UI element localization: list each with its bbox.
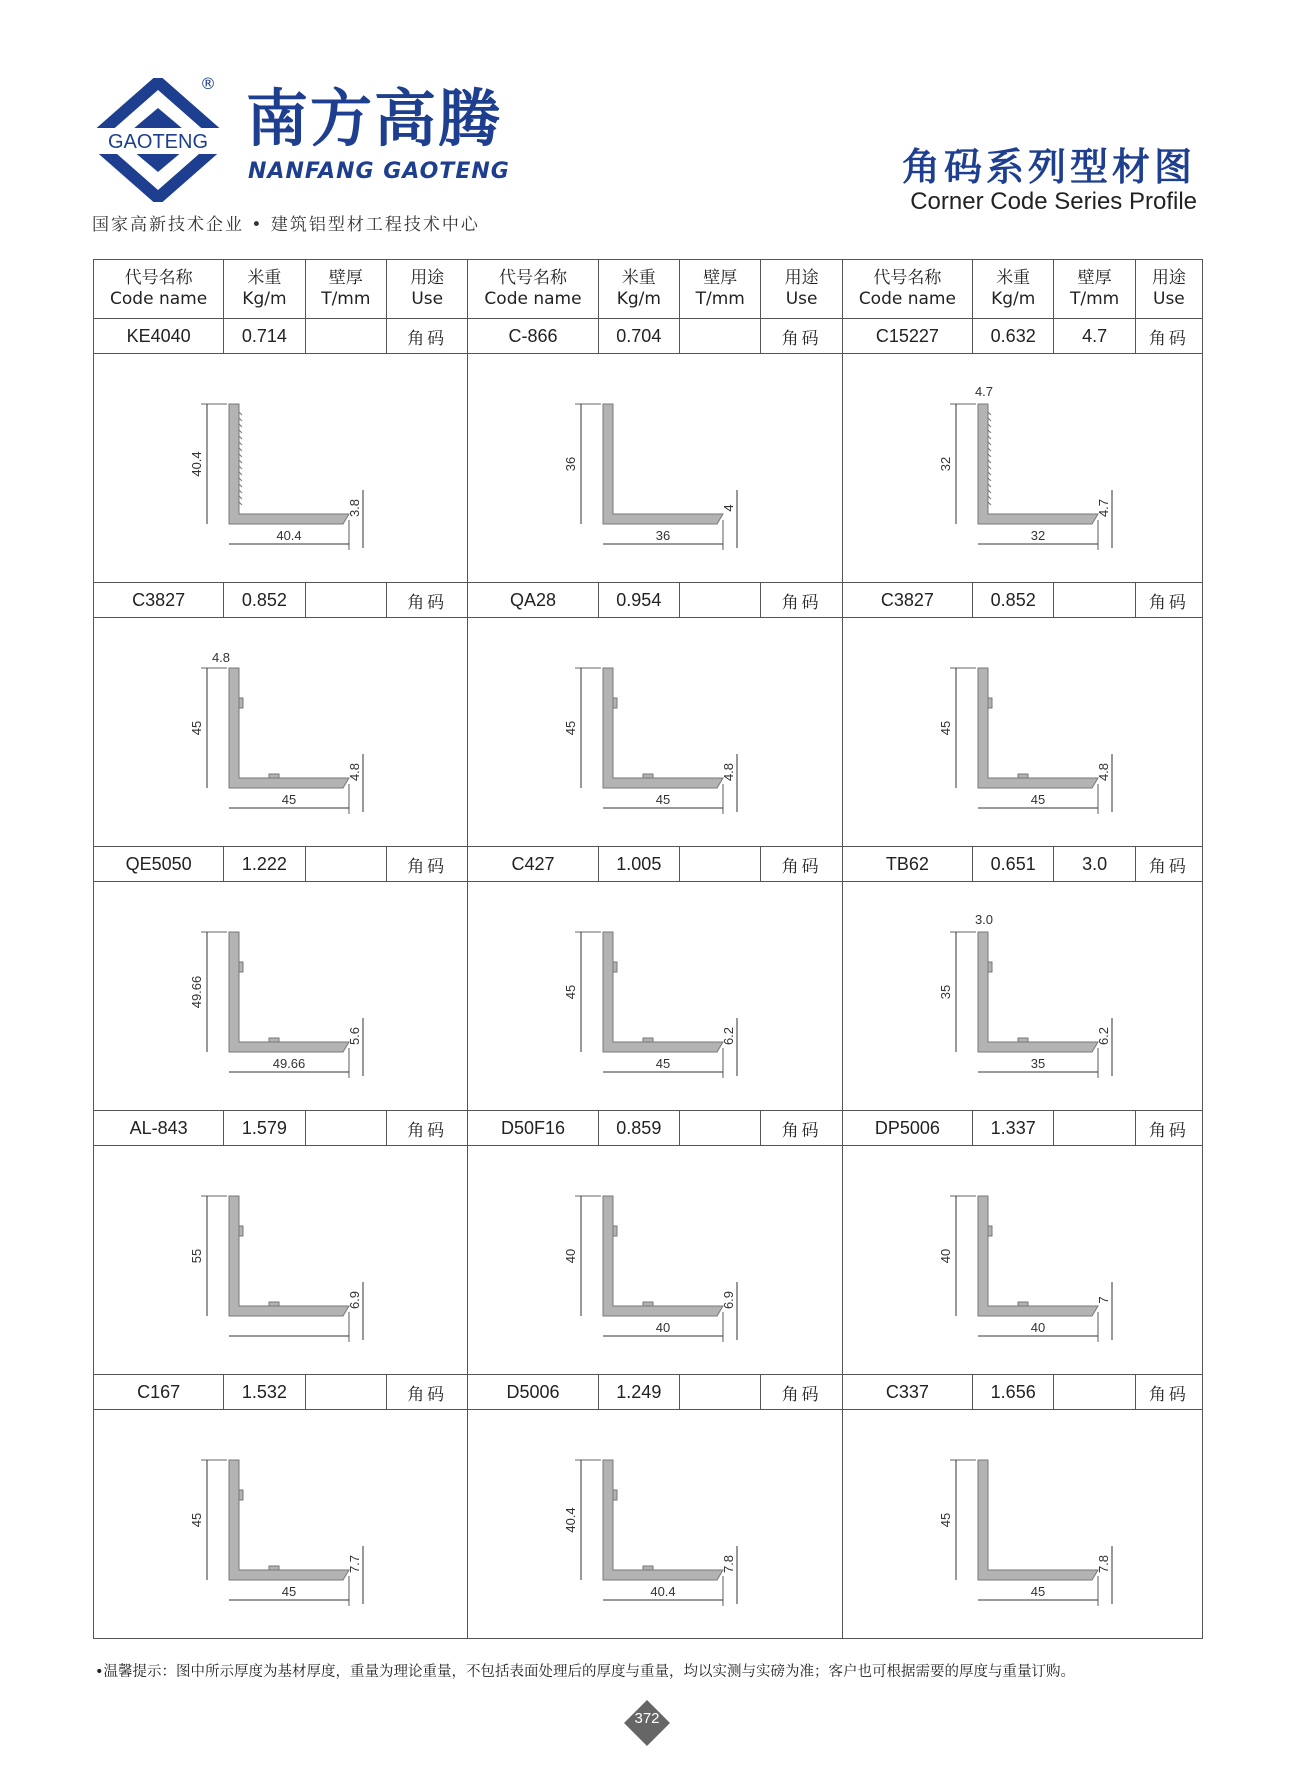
column-header-cn: 代号名称 [873, 268, 942, 288]
column-header [94, 260, 224, 319]
groove-mark [613, 962, 617, 972]
profile-drawing-cell [94, 882, 468, 1111]
width-dimension-label: 40.4 [650, 1584, 677, 1599]
brand-name-en: NANFANG GAOTENG [248, 159, 510, 184]
thickness-cell [305, 583, 386, 618]
grooved-angle-profile [468, 1146, 836, 1374]
grooved-angle-profile [468, 618, 836, 846]
thickness-cell: 3.0 [1054, 847, 1135, 882]
grooved-angle-profile [843, 1146, 1211, 1374]
groove-mark [613, 1226, 617, 1236]
use-cell: 角码 [387, 1375, 468, 1410]
column-header-en: Kg/m [616, 289, 661, 309]
height-dimension-label: 40 [563, 1248, 579, 1264]
width-dimension-label: 45 [281, 1584, 297, 1599]
wall-dimension-label: 7 [1095, 1296, 1111, 1304]
column-header [1054, 260, 1135, 319]
column-header [468, 260, 598, 319]
profile-drawing-cell [842, 1146, 1202, 1375]
weight-cell: 0.852 [224, 583, 305, 618]
angle-profile-shape [603, 1460, 723, 1580]
wall-dimension-label: 4.8 [347, 762, 362, 782]
thickness-cell [680, 319, 761, 354]
angle-profile-shape [229, 1460, 349, 1580]
use-cell: 角码 [761, 847, 842, 882]
groove-mark [269, 1038, 279, 1042]
width-dimension-label: 45 [656, 1056, 671, 1071]
column-header-cn: 米重 [996, 268, 1031, 288]
groove-mark [988, 1226, 992, 1236]
company-tagline: 国家高新技术企业 • 建筑铝型材工程技术中心 [92, 215, 480, 235]
column-header-cn: 代号名称 [124, 268, 193, 288]
column-header-en: Use [411, 289, 444, 309]
drawing-row [94, 618, 1203, 847]
groove-mark [643, 1566, 653, 1570]
profile-drawing-cell [94, 354, 468, 583]
groove-mark [643, 1038, 653, 1042]
width-dimension-label: 40.4 [276, 528, 302, 543]
use-cell: 角码 [1135, 847, 1202, 882]
thickness-cell [305, 847, 386, 882]
column-header-cn: 壁厚 [1077, 268, 1112, 288]
weight-cell: 1.222 [224, 847, 305, 882]
use-cell: 角码 [387, 847, 468, 882]
serrated-angle-profile [843, 354, 1211, 582]
angle-profile-shape [978, 932, 1098, 1052]
profile-drawing-cell [94, 618, 468, 847]
wall-dimension-label: 4.8 [1095, 762, 1111, 782]
use-cell: 角码 [761, 319, 842, 354]
angle-profile-shape [229, 932, 349, 1052]
profile-drawing-cell [842, 354, 1202, 583]
angle-profile-shape [978, 1196, 1098, 1316]
groove-mark [269, 774, 279, 778]
thickness-cell [1054, 1111, 1135, 1146]
column-header [973, 260, 1054, 319]
groove-mark [613, 698, 617, 708]
column-header-en: T/mm [695, 289, 745, 309]
height-dimension-label: 45 [189, 720, 204, 736]
wall-dimension-label: 4.7 [1095, 498, 1111, 518]
gaoteng-logo-icon [88, 78, 228, 202]
groove-mark [239, 962, 243, 972]
width-dimension-label: 35 [1030, 1056, 1046, 1071]
groove-mark [269, 1302, 279, 1306]
page-header [0, 0, 1300, 250]
use-cell: 角码 [761, 583, 842, 618]
thickness-cell [680, 1111, 761, 1146]
height-dimension-label: 45 [937, 720, 953, 736]
table-row [94, 319, 1203, 354]
column-header [224, 260, 305, 319]
drawing-row [94, 1410, 1203, 1639]
page-title-cn: 角码系列型材图 [901, 145, 1196, 189]
wall-dimension-label: 6.9 [721, 1290, 737, 1310]
column-header [387, 260, 468, 319]
column-header-cn: 米重 [247, 268, 282, 288]
thickness-dimension-label: 4.7 [974, 384, 993, 399]
column-header-cn: 用途 [410, 268, 445, 288]
weight-cell: 0.714 [224, 319, 305, 354]
table-row [94, 1375, 1203, 1410]
wall-dimension-label: 7.7 [347, 1554, 362, 1574]
weight-cell: 0.704 [598, 319, 679, 354]
height-dimension-label: 49.66 [189, 975, 204, 1009]
profile-drawing-cell [842, 1410, 1202, 1639]
brand-name-cn: 南方高腾 [246, 82, 503, 155]
use-cell: 角码 [387, 1111, 468, 1146]
width-dimension-label: 49.66 [272, 1056, 306, 1071]
groove-mark [643, 774, 653, 778]
grooved-angle-profile [843, 618, 1211, 846]
column-header-cn: 用途 [1151, 268, 1186, 288]
drawing-row [94, 354, 1203, 583]
height-dimension-label: 45 [563, 720, 579, 736]
groove-mark [613, 1490, 617, 1500]
wall-dimension-label: 6.2 [1095, 1026, 1111, 1046]
height-dimension-label: 40 [937, 1248, 953, 1264]
use-cell: 角码 [1135, 319, 1202, 354]
profile-drawing-cell [468, 354, 842, 583]
height-dimension-label: 45 [937, 1512, 953, 1528]
groove-mark [239, 1490, 243, 1500]
profile-drawing-cell [94, 1410, 468, 1639]
thickness-dimension-label: 3.0 [974, 912, 993, 927]
page-title-en: Corner Code Series Profile [910, 188, 1197, 215]
code-cell: C3827 [842, 583, 972, 618]
plain-angle-profile [843, 1410, 1211, 1638]
column-header [842, 260, 972, 319]
weight-cell: 0.859 [598, 1111, 679, 1146]
code-cell: C-866 [468, 319, 598, 354]
column-header [598, 260, 679, 319]
angle-profile-shape [603, 932, 723, 1052]
thickness-cell [305, 1111, 386, 1146]
height-dimension-label: 36 [563, 456, 579, 472]
width-dimension-label: 45 [281, 792, 297, 807]
thickness-cell [305, 1375, 386, 1410]
wall-dimension-label: 4.8 [721, 762, 737, 782]
wall-dimension-label: 4 [721, 504, 737, 512]
use-cell: 角码 [387, 319, 468, 354]
use-cell: 角码 [1135, 1111, 1202, 1146]
registered-mark: ® [200, 74, 216, 93]
thickness-cell: 4.7 [1054, 319, 1135, 354]
slotted-angle-profile [94, 1146, 462, 1374]
profile-drawing-cell [842, 882, 1202, 1111]
profile-drawing-cell [468, 1410, 842, 1639]
page-number: 372 [634, 1710, 660, 1727]
height-dimension-label: 40.4 [563, 1507, 579, 1533]
width-dimension-label: 36 [656, 528, 671, 543]
column-header-en: Code name [484, 289, 582, 309]
grooved-angle-profile [94, 882, 462, 1110]
column-header-en: Kg/m [991, 289, 1036, 309]
angle-profile-shape [229, 668, 349, 788]
column-header-en: Kg/m [242, 289, 287, 309]
height-dimension-label: 55 [189, 1248, 204, 1264]
wall-dimension-label: 5.6 [347, 1026, 362, 1046]
use-cell: 角码 [1135, 583, 1202, 618]
wall-dimension-label: 7.8 [721, 1554, 737, 1574]
code-cell: QA28 [468, 583, 598, 618]
table-header-row [94, 260, 1203, 319]
thickness-cell [1054, 583, 1135, 618]
grooved-angle-profile [94, 618, 462, 846]
code-cell: C15227 [842, 319, 972, 354]
table-row [94, 847, 1203, 882]
column-header-en: Use [1153, 289, 1185, 309]
thickness-cell [1054, 1375, 1135, 1410]
angle-profile-shape [603, 668, 723, 788]
code-cell: C427 [468, 847, 598, 882]
weight-cell: 0.852 [973, 583, 1054, 618]
height-dimension-label: 45 [189, 1512, 204, 1528]
code-cell: D50F16 [468, 1111, 598, 1146]
weight-cell: 1.337 [973, 1111, 1054, 1146]
footnote-tip: •温馨提示：图中所示厚度为基材厚度，重量为理论重量，不包括表面处理后的厚度与重量，均以实测与实磅为准；客户也可根据需要的厚度与重量订购。 [95, 1664, 1076, 1680]
drawing-row [94, 882, 1203, 1111]
wall-dimension-label: 6.2 [721, 1026, 737, 1046]
weight-cell: 1.249 [598, 1375, 679, 1410]
column-header-cn: 米重 [621, 268, 656, 288]
width-dimension-label: 45 [656, 792, 671, 807]
thickness-cell [680, 583, 761, 618]
angle-profile-shape [229, 404, 349, 524]
groove-mark [239, 1226, 243, 1236]
thickness-cell [680, 847, 761, 882]
thickness-cell [305, 319, 386, 354]
weight-cell: 0.632 [973, 319, 1054, 354]
column-header-cn: 壁厚 [703, 268, 738, 288]
column-header [1135, 260, 1202, 319]
height-dimension-label: 40.4 [189, 451, 204, 477]
width-dimension-label: 40 [1030, 1320, 1046, 1335]
column-header-cn: 代号名称 [499, 268, 567, 288]
column-header-en: T/mm [321, 289, 371, 309]
groove-mark [988, 698, 992, 708]
profile-catalog-table [93, 259, 1203, 1639]
height-dimension-label: 45 [563, 984, 579, 1000]
height-dimension-label: 35 [937, 984, 953, 1000]
column-header-en: Code name [110, 289, 208, 309]
column-header [761, 260, 842, 319]
profile-drawing-cell [468, 882, 842, 1111]
code-cell: TB62 [842, 847, 972, 882]
groove-mark [1018, 1038, 1028, 1042]
use-cell: 角码 [387, 583, 468, 618]
groove-mark [1018, 774, 1028, 778]
height-dimension-label: 32 [937, 456, 953, 472]
angle-profile-shape [978, 404, 1098, 524]
profile-drawing-cell [94, 1146, 468, 1375]
weight-cell: 1.579 [224, 1111, 305, 1146]
profile-drawing-cell [468, 618, 842, 847]
use-cell: 角码 [761, 1111, 842, 1146]
groove-mark [988, 962, 992, 972]
angle-profile-shape [229, 1196, 349, 1316]
column-header [680, 260, 761, 319]
column-header [305, 260, 386, 319]
wall-dimension-label: 6.9 [347, 1290, 362, 1310]
profile-drawing-cell [468, 1146, 842, 1375]
code-cell: DP5006 [842, 1111, 972, 1146]
angle-profile-shape [978, 668, 1098, 788]
angle-profile-shape [603, 404, 723, 524]
width-dimension-label: 32 [1030, 528, 1046, 543]
weight-cell: 1.532 [224, 1375, 305, 1410]
code-cell: KE4040 [94, 319, 224, 354]
weight-cell: 0.954 [598, 583, 679, 618]
column-header-cn: 用途 [784, 268, 819, 288]
grooved-angle-profile [94, 1410, 462, 1638]
grooved-angle-profile [468, 1410, 836, 1638]
wall-dimension-label: 3.8 [347, 498, 362, 518]
profile-drawing-cell [842, 618, 1202, 847]
angle-profile-shape [603, 1196, 723, 1316]
column-header-en: T/mm [1069, 289, 1120, 309]
code-cell: D5006 [468, 1375, 598, 1410]
table-row [94, 583, 1203, 618]
groove-mark [643, 1302, 653, 1306]
top-dimension-label: 4.8 [211, 650, 231, 665]
thickness-cell [680, 1375, 761, 1410]
plain-angle-profile [468, 354, 836, 582]
groove-mark [239, 698, 243, 708]
weight-cell: 0.651 [973, 847, 1054, 882]
grooved-angle-profile [468, 882, 836, 1110]
angle-profile-shape [978, 1460, 1098, 1580]
drawing-row [94, 1146, 1203, 1375]
width-dimension-label: 45 [1030, 1584, 1046, 1599]
use-cell: 角码 [761, 1375, 842, 1410]
serrated-angle-profile [94, 354, 462, 582]
code-cell: C3827 [94, 583, 224, 618]
column-header-en: Use [785, 289, 818, 309]
svg-text:GAOTENG: GAOTENG [107, 131, 209, 153]
table-row [94, 1111, 1203, 1146]
code-cell: C337 [842, 1375, 972, 1410]
column-header-cn: 壁厚 [328, 268, 363, 288]
grooved-angle-profile [843, 882, 1211, 1110]
column-header-en: Code name [858, 289, 956, 309]
weight-cell: 1.005 [598, 847, 679, 882]
code-cell: QE5050 [94, 847, 224, 882]
wall-dimension-label: 7.8 [1095, 1554, 1111, 1574]
groove-mark [269, 1566, 279, 1570]
weight-cell: 1.656 [973, 1375, 1054, 1410]
width-dimension-label: 40 [656, 1320, 671, 1335]
code-cell: C167 [94, 1375, 224, 1410]
use-cell: 角码 [1135, 1375, 1202, 1410]
width-dimension-label: 45 [1030, 792, 1046, 807]
code-cell: AL-843 [94, 1111, 224, 1146]
groove-mark [1018, 1302, 1028, 1306]
